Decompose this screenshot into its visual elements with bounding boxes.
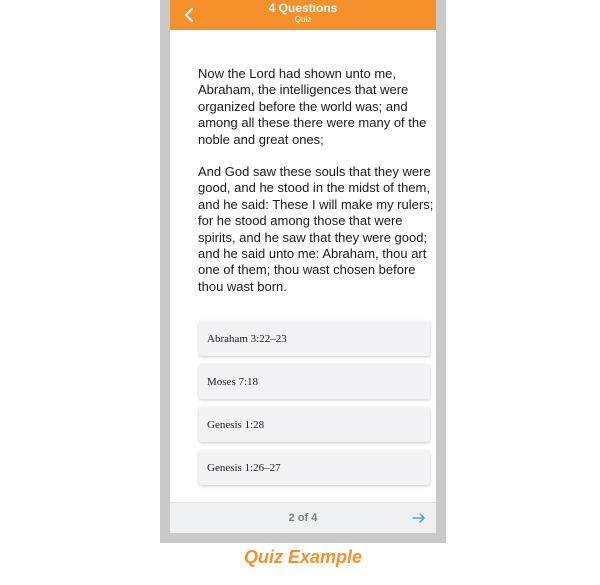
footer-bar [170,502,436,533]
app-screen [170,0,436,533]
quiz-subtitle: Quiz [294,15,312,24]
answer-option-moses-7-18[interactable]: Moses 7:18 [199,364,430,399]
header-bar [170,0,436,30]
passage-paragraph: Now the Lord had shown unto me, Abraham, the intelligences that were organized before the world was; and among all these there were many of the noble and great ones; [198,66,427,147]
arrow-right-icon[interactable] [412,511,426,525]
scripture-passage [198,66,434,311]
phone-frame [160,0,446,543]
answer-option-genesis-1-26-27[interactable]: Genesis 1:26–27 [199,450,430,485]
page-counter: 2 of 4 [288,512,318,524]
quiz-title: 4 Questions [268,1,338,15]
passage-paragraph: And God saw these souls that they were good, and he stood in the midst of them, and he said: These I will make my rulers; for he stood among those that were spirits, and he saw that they were good; and he said unto me: Abraham, thou art one of them; thou wast chosen before thou wast born. [198,164,434,294]
answer-option-genesis-1-28[interactable]: Genesis 1:28 [199,407,430,442]
answer-list [199,321,430,493]
answer-option-abraham-3-22-23[interactable]: Abraham 3:22–23 [199,321,430,356]
figure-caption: Quiz Example [243,547,363,567]
